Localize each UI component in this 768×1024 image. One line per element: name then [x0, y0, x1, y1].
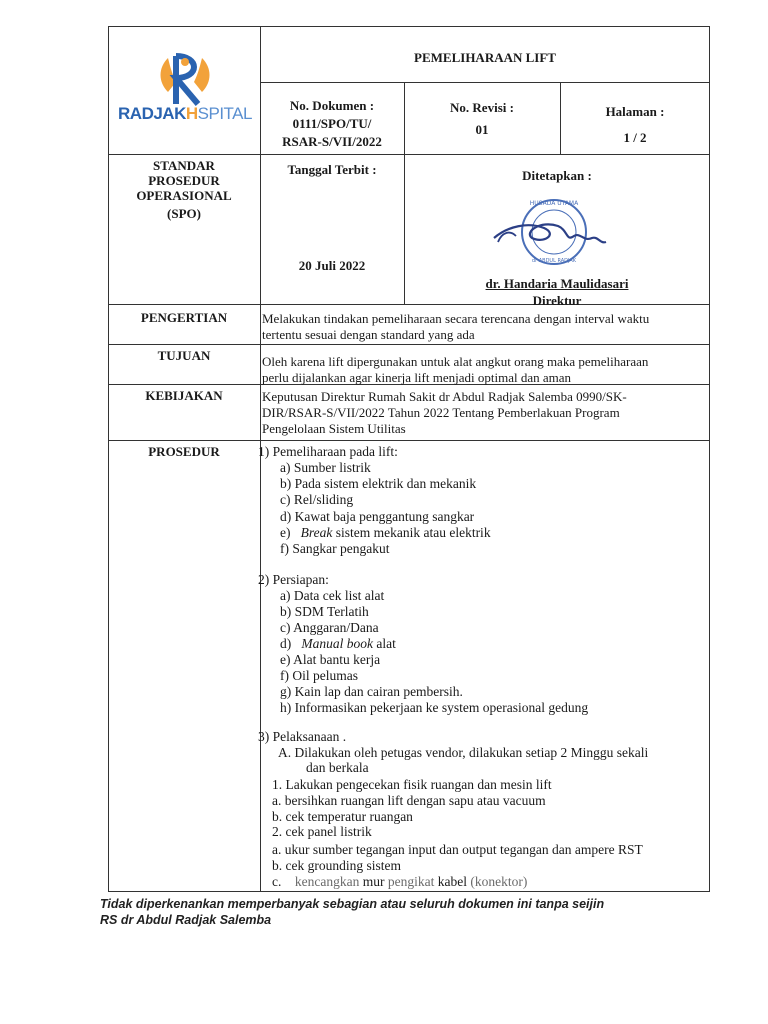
step-2g: g) Kain lap dan cairan pembersih. [280, 684, 463, 699]
row-divider-title [260, 82, 710, 83]
step-2f: f) Oil pelumas [280, 668, 358, 683]
page-label: Halaman : [605, 104, 665, 119]
pengertian-line-2: tertentu sesuai dengan standard yang ada [262, 327, 475, 342]
tujuan-label: TUJUAN [157, 348, 211, 363]
document-number-label: No. Dokumen : [289, 98, 375, 113]
step-3-1a: a. bersihkan ruangan lift dengan sapu atau vacuum [272, 793, 546, 808]
step-3-2: 2. cek panel listrik [272, 824, 372, 839]
document-number-cell [260, 98, 404, 150]
step-2e: e) Alat bantu kerja [280, 652, 381, 667]
issue-date-label: Tanggal Terbit : [287, 162, 377, 177]
pengertian-line-1: Melakukan tindakan pemeliharaan secara terencana dengan interval waktu [262, 311, 650, 326]
prosedur-label: PROSEDUR [148, 444, 220, 459]
hospital-logo [112, 52, 258, 132]
step-1a: a) Sumber listrik [280, 460, 371, 475]
footer-line-1: Tidak diperkenankan memperbanyak sebagian atau seluruh dokumen ini tanpa seijin [100, 897, 605, 911]
spo-line-4: (SPO) [167, 206, 201, 221]
pengertian-label: PENGERTIAN [140, 310, 228, 325]
step-3-1b: b. cek temperatur ruangan [272, 809, 413, 824]
step-3-2b: b. cek grounding sistem [272, 858, 401, 873]
step-1e-italic: Break [300, 525, 333, 540]
step-3-2c-word-2: mur [359, 874, 388, 889]
step-1c: c) Rel/sliding [280, 492, 354, 507]
step-3-2c-marker: c. [272, 874, 295, 889]
step-3-2c-word-4: kabel [434, 874, 471, 889]
revision-value: 01 [475, 122, 489, 137]
document-number-value-1: 0111/SPO/TU/ [292, 116, 372, 131]
step-3-2a: a. ukur sumber tegangan input dan output tegangan dan ampere RST [272, 842, 643, 857]
document-footer-notice [100, 896, 660, 928]
document-title: PEMELIHARAAN LIFT [414, 50, 556, 65]
step-2c: c) Anggaran/Dana [280, 620, 379, 635]
revision-label: No. Revisi : [450, 100, 514, 115]
step-1f: f) Sangkar pengakut [280, 541, 390, 556]
signer-name: dr. Handaria Maulidasari [485, 276, 629, 291]
pengertian-text [262, 311, 704, 343]
kebijakan-line-3: Pengelolaan Sistem Utilitas [262, 421, 406, 436]
spo-line-1: STANDAR [153, 158, 215, 173]
spo-line-3: OPERASIONAL [136, 188, 232, 203]
step-1e-rest: sistem mekanik atau elektrik [332, 525, 491, 540]
page-cell [560, 104, 710, 146]
approved-label: Ditetapkan : [522, 168, 592, 183]
step-2h: h) Informasikan pekerjaan ke system operasional gedung [280, 700, 589, 715]
step-2d-marker: d) [280, 636, 302, 651]
kebijakan-line-2: DIR/RSAR-S/VII/2022 Tahun 2022 Tentang Pemberlakuan Program [262, 405, 620, 420]
step-3-1: 1. Lakukan pengecekan fisik ruangan dan mesin lift [272, 777, 552, 792]
step-2b: b) SDM Terlatih [280, 604, 369, 619]
step-1b: b) Pada sistem elektrik dan mekanik [280, 476, 477, 491]
footer-line-2: RS dr Abdul Radjak Salemba [100, 913, 272, 927]
spo-line-2: PROSEDUR [148, 173, 220, 188]
page-value: 1 / 2 [623, 130, 647, 145]
step-2d-italic: Manual book [301, 636, 373, 651]
document-number-value-2: RSAR-S/VII/2022 [282, 134, 382, 149]
tujuan-line-1: Oleh karena lift dipergunakan untuk alat angkut orang maka pemeliharaan [262, 354, 649, 369]
step-1-heading: 1) Pemeliharaan pada lift: [258, 444, 398, 459]
step-3-2c-word-1: kencangkan [294, 874, 360, 889]
step-3-2c-word-5: (konektor) [470, 874, 528, 889]
tujuan-line-2: perlu dijalankan agar kinerja lift menjadi optimal dan aman [262, 370, 571, 385]
kebijakan-text [262, 389, 704, 437]
stamp-bottom-text: dr ABDUL RADJAK [531, 258, 577, 264]
tujuan-text [262, 354, 704, 386]
step-3-2c [272, 874, 527, 890]
stamp-top-text: HUSADA UTAMA [529, 200, 579, 207]
official-stamp-signature [488, 192, 616, 274]
step-1d: d) Kawat baja penggantung sangkar [280, 509, 475, 524]
kebijakan-line-1: Keputusan Direktur Rumah Sakit dr Abdul Radjak Salemba 0990/SK- [262, 389, 627, 404]
row-divider-pengertian [108, 344, 710, 345]
logo-wordmark: RADJAKHSPITAL [118, 104, 252, 123]
row-divider-kebijakan [108, 440, 710, 441]
step-2d [280, 636, 396, 652]
issue-date-value: 20 Juli 2022 [298, 258, 366, 273]
step-3-2c-word-3: pengikat [387, 874, 435, 889]
step-3-heading: 3) Pelaksanaan . [258, 729, 347, 744]
step-3A-line-1: A. Dilakukan oleh petugas vendor, dilakukan setiap 2 Minggu sekali [278, 745, 649, 760]
step-2-heading: 2) Persiapan: [258, 572, 329, 587]
step-2a: a) Data cek list alat [280, 588, 385, 603]
revision-cell [404, 100, 560, 138]
spo-label [108, 158, 260, 221]
step-2d-rest: alat [373, 636, 396, 651]
step-3A-line-2: dan berkala [306, 760, 369, 775]
step-1e [280, 525, 491, 541]
logo-r-icon [112, 52, 258, 108]
kebijakan-label: KEBIJAKAN [145, 388, 223, 403]
row-divider-header [108, 154, 710, 155]
step-1e-marker: e) [280, 525, 301, 540]
signer-title: Direktur [532, 293, 582, 308]
